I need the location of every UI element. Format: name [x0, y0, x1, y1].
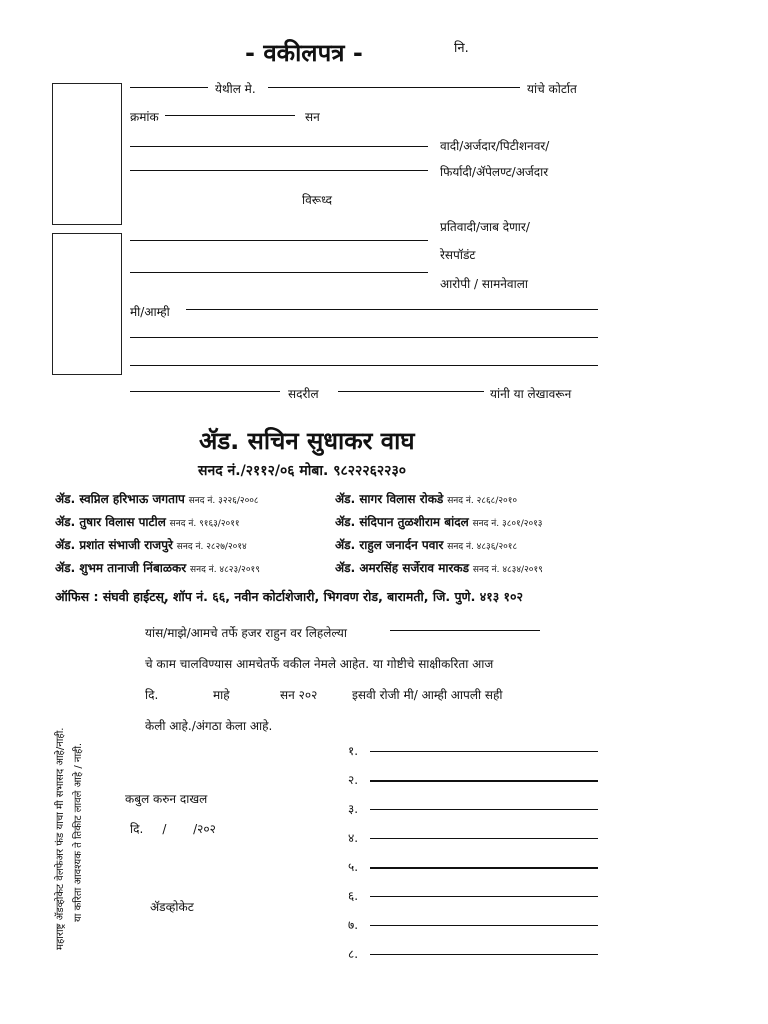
associate-sanad: सनद नं. ९१६३/२०११ — [169, 519, 240, 529]
yanche-kortat-label: यांचे कोर्टात — [527, 82, 577, 96]
associate-name: ॲड. स्वप्निल हरिभाऊ जगताप — [55, 492, 185, 506]
client-name-line-2[interactable] — [130, 337, 598, 338]
accept-date: दि. / /२०२ — [130, 822, 216, 836]
body-line-4: केली आहे./अंगठा केला आहे. — [145, 719, 273, 733]
kramank-label: क्रमांक — [130, 110, 159, 124]
respondent-line-2[interactable] — [130, 272, 428, 273]
advocate-sanad-mobile: सनद नं./२११२/०६ मोबा. ९८२२२६२२३० — [198, 463, 407, 479]
signature-number: ५. — [348, 860, 359, 874]
photo-box-bottom — [52, 233, 122, 375]
signature-line-7[interactable] — [370, 925, 598, 926]
welfare-fund-note-2: या करिता आवश्यक ते तिकीट लावले आहे / नाही. — [73, 742, 84, 922]
signature-number: ७. — [348, 918, 359, 932]
signature-line-6[interactable] — [370, 896, 598, 897]
associate-4 — [335, 513, 543, 530]
associate-sanad: सनद नं. २८२७/२०१४ — [176, 542, 247, 552]
firyadi-label: फिर्यादी/ॲपेलण्ट/अर्जदार — [440, 165, 549, 179]
associate-name: ॲड. तुषार विलास पाटील — [55, 515, 166, 529]
associate-sanad: सनद नं. २८६८/२०१० — [447, 496, 518, 506]
prativadi-label: प्रतिवादी/जाब देणार/ — [440, 220, 530, 234]
associate-name: ॲड. राहुल जनार्दन पवार — [335, 538, 444, 552]
signature-number: ४. — [348, 831, 359, 845]
associate-sanad: सनद नं. ४८२३/२०१९ — [189, 565, 260, 575]
viruddh-label: विरूध्द — [302, 193, 332, 207]
associate-sanad: सनद नं. ४८३४/२०१९ — [472, 565, 543, 575]
body-line-2: चे काम चालविण्यास आमचेतर्फे वकील नेमले आहेत. या गोष्टीचे साक्षीकरिता आज — [145, 657, 494, 671]
signature-line-4[interactable] — [370, 838, 598, 839]
signature-number: ८. — [348, 947, 359, 961]
client-name-line-3[interactable] — [130, 365, 598, 366]
page-title: - वकीलपत्र - — [245, 39, 363, 67]
mahe-label: माहे — [213, 688, 230, 702]
signature-number: ३. — [348, 802, 359, 816]
signature-number: ६. — [348, 889, 359, 903]
advocate-signature-label: ॲडव्होकेट — [150, 900, 194, 914]
associate-sanad: सनद नं. ३२२६/२००८ — [188, 496, 259, 506]
associate-8 — [335, 559, 543, 576]
associate-6 — [335, 536, 517, 553]
plaintiff-line-2[interactable] — [130, 170, 428, 171]
associate-1 — [55, 490, 259, 507]
signature-line-5[interactable] — [370, 867, 598, 869]
court-place-line[interactable] — [130, 87, 208, 88]
client-name-line-1[interactable] — [186, 309, 598, 310]
signature-number: २. — [348, 773, 359, 787]
yanni-label: यांनी या लेखावरून — [490, 387, 572, 401]
yethil-me-label: येथील मे. — [215, 82, 256, 96]
associate-3 — [55, 513, 240, 530]
sadaril-line-1[interactable] — [130, 391, 280, 392]
sadaril-line-2[interactable] — [338, 391, 484, 392]
associate-5 — [55, 536, 247, 553]
associate-name: ॲड. प्रशांत संभाजी राजपुरे — [55, 538, 173, 552]
matter-line[interactable] — [390, 630, 540, 631]
sadaril-label: सदरील — [288, 387, 319, 401]
kabul-label: कबुल करुन दाखल — [125, 792, 208, 806]
vadi-label: वादी/अर्जदार/पिटीशनवर/ — [440, 139, 550, 153]
associate-name: ॲड. शुभम तानाजी निंबाळकर — [55, 561, 187, 575]
associate-name: ॲड. सागर विलास रोकडे — [335, 492, 444, 506]
date-label: दि. — [145, 688, 159, 702]
photo-box-top — [52, 83, 122, 225]
plaintiff-line-1[interactable] — [130, 146, 428, 147]
signature-number: १. — [348, 744, 359, 758]
aaropi-label: आरोपी / सामनेवाला — [440, 277, 528, 291]
respondent-label: रेसपॉडंट — [440, 248, 476, 262]
associate-name: ॲड. संदिपान तुळशीराम बांदल — [335, 515, 469, 529]
advocate-name: ॲड. सचिन सुधाकर वाघ — [199, 427, 415, 455]
mi-amhi-label: मी/आम्ही — [130, 305, 170, 319]
associate-2 — [335, 490, 517, 507]
record-number-label: नि. — [454, 41, 469, 56]
office-address: ऑफिस : संघवी हाईटस्, शॉप नं. ६६, नवीन कोर्टाशेजारी, भिगवण रोड, बारामती, जि. पुणे. ४१३ १०२ — [55, 589, 524, 604]
court-name-line[interactable] — [268, 87, 520, 88]
case-number-line[interactable] — [165, 115, 295, 116]
signature-line-3[interactable] — [370, 809, 598, 810]
body-line-1: यांस/माझे/आमचे तर्फे हजर राहुन वर लिहलेल्या — [145, 626, 347, 640]
associate-name: ॲड. अमरसिंह सर्जेराव मारकड — [335, 561, 470, 575]
respondent-line-1[interactable] — [130, 240, 428, 241]
associate-7 — [55, 559, 260, 576]
signature-line-1[interactable] — [370, 751, 598, 752]
associate-sanad: सनद नं. ३८०१/२०१३ — [472, 519, 543, 529]
welfare-fund-note-1: महाराष्ट्र ॲडव्होकेट वेलफेअर फंड याचा मी सभासद आहे/नाही. — [55, 727, 66, 950]
associate-sanad: सनद नं. ४८३६/२०१८ — [447, 542, 518, 552]
san202-label: सन २०२ — [280, 688, 318, 702]
isvi-label: इसवी रोजी मी/ आम्ही आपली सही — [352, 688, 503, 702]
signature-line-2[interactable] — [370, 780, 598, 782]
san-label: सन — [305, 110, 320, 124]
signature-line-8[interactable] — [370, 954, 598, 955]
